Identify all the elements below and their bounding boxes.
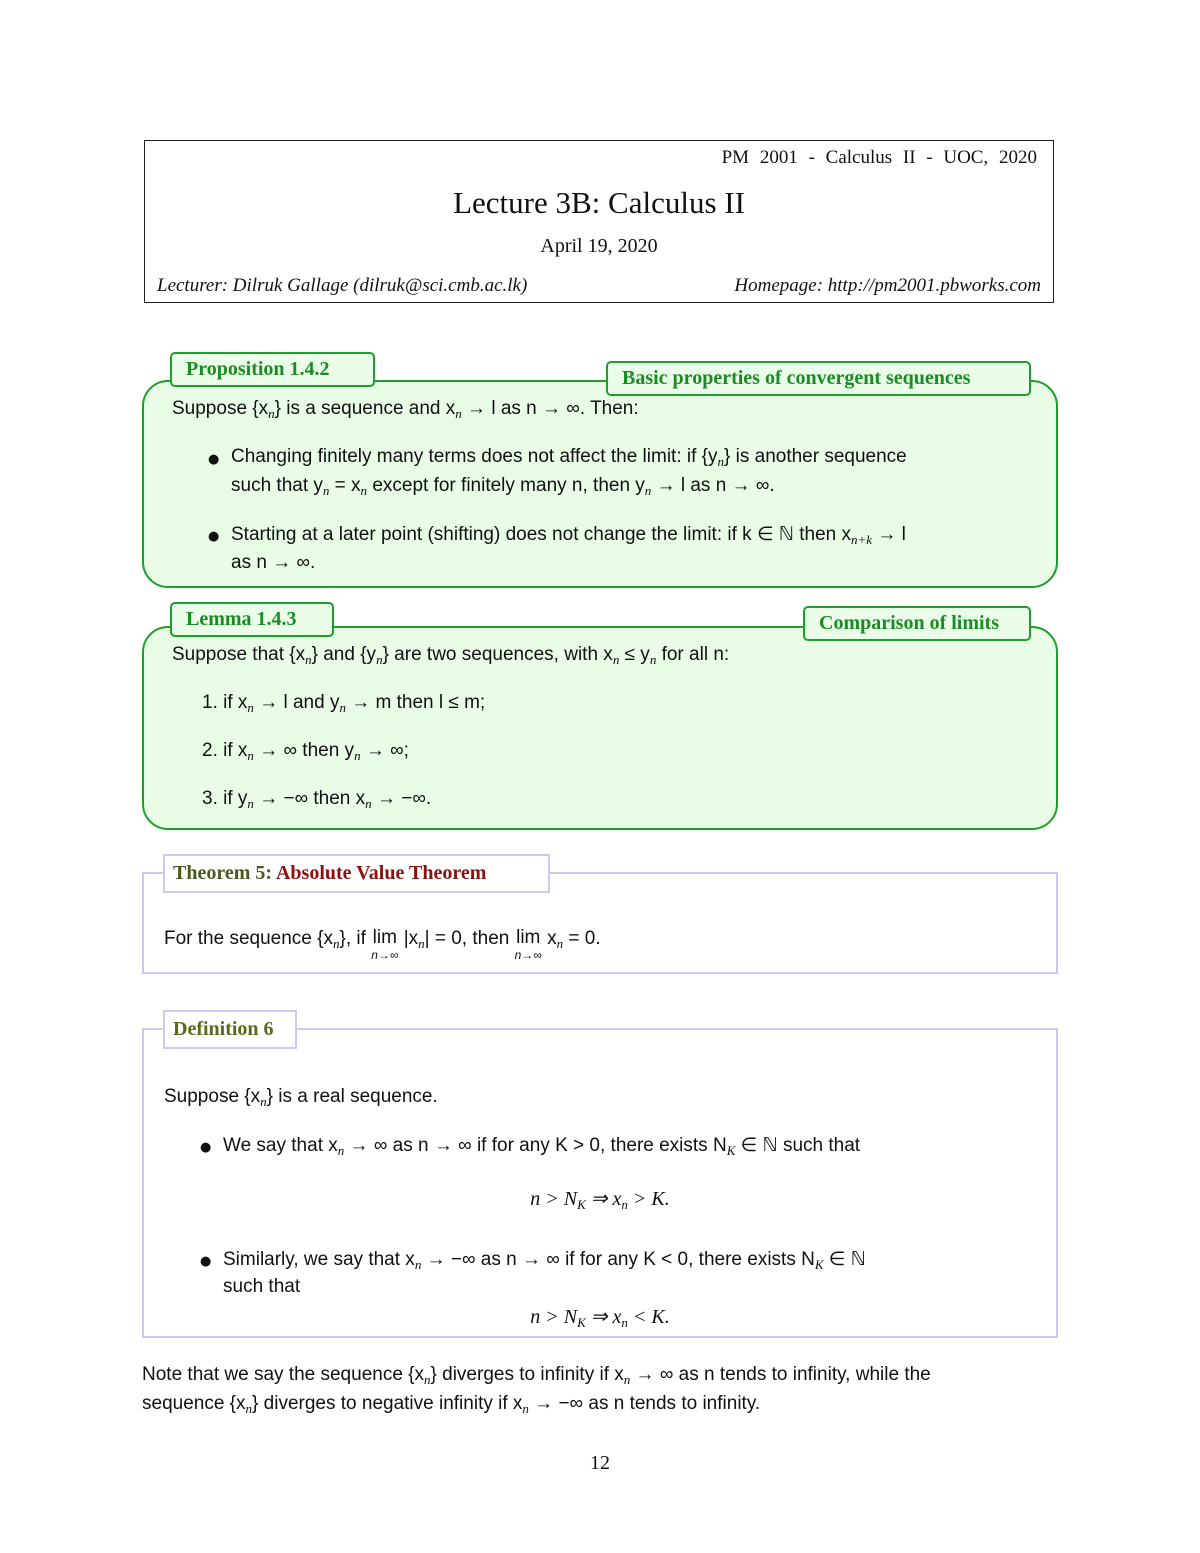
lemma-tag: Lemma 1.4.3	[170, 602, 334, 637]
proposition-intro: Suppose $\{x_n\}$ is a sequence and $x_n \to l$ as n → ∞. Then:	[172, 398, 639, 421]
note-line-1: Note that we say the sequence $\{x_n\}$ diverges to infinity if $x_n$ → ∞ as n tends to infinity, while the	[142, 1364, 931, 1387]
lecture-header	[144, 140, 1054, 303]
lemma-box	[142, 626, 1058, 830]
definition-bullet-2-line-2: such that	[223, 1276, 301, 1297]
bullet-icon: ●	[208, 452, 220, 467]
proposition-bullet-2-line-2: as n → ∞.	[231, 552, 316, 573]
lemma-item-2: 2. if $x_n$ → ∞ then $y_n$ → ∞;	[202, 740, 409, 763]
proposition-box	[142, 380, 1058, 588]
proposition-bullet-2-line-1: Starting at a later point (shifting) does not change the limit: if k ∈ ℕ then $x_{n+k} \to l$	[231, 524, 906, 547]
bullet-icon: ●	[208, 529, 220, 544]
lemma-subtitle: Comparison of limits	[803, 606, 1031, 641]
definition-box	[142, 1028, 1058, 1338]
definition-bullet-1: We say that $x_n$ → ∞ as n → ∞ if for any K > 0, there exists $N_K$ ∈ ℕ such that	[223, 1135, 861, 1158]
course-label: PM 2001 - Calculus II - UOC, 2020	[721, 147, 1037, 168]
definition-tag: Definition 6	[163, 1010, 297, 1049]
bullet-icon: ●	[200, 1254, 212, 1269]
proposition-bullet-1-line-1: Changing finitely many terms does not affect the limit: if $\{y_n\}$ is another sequence	[231, 446, 907, 469]
definition-bullet-2-line-1: Similarly, we say that $x_n$ → −∞ as n → ∞ if for any K < 0, there exists $N_K$ ∈ ℕ	[223, 1249, 866, 1272]
definition-equation-1: $n > N_K$ ⇒ $x_n > K$.	[530, 1188, 670, 1212]
lecturer-info: Lecturer: Dilruk Gallage (dilruk@sci.cmb.ac.lk)	[157, 275, 528, 296]
lemma-item-3: 3. if $y_n$ → −∞ then $x_n$ → −∞.	[202, 788, 432, 811]
proposition-tag: Proposition 1.4.2	[170, 352, 375, 387]
theorem-statement: For the sequence $\{x_n\}$, if lim n→∞ $|x_n| = 0$, then lim n→∞ $x_n = 0$.	[164, 927, 601, 962]
lecture-date: April 19, 2020	[540, 235, 658, 257]
theorem-tag: Theorem 5: Absolute Value Theorem	[163, 854, 550, 893]
lecture-title: Lecture 3B: Calculus II	[453, 185, 745, 220]
homepage-info: Homepage: http://pm2001.pbworks.com	[734, 275, 1041, 296]
lemma-intro: Suppose that $\{x_n\}$ and $\{y_n\}$ are two sequences, with $x_n \le y_n$ for all n:	[172, 644, 730, 667]
definition-equation-2: $n > N_K$ ⇒ $x_n < K$.	[530, 1306, 670, 1330]
page-number: 12	[590, 1452, 610, 1474]
definition-intro: Suppose $\{x_n\}$ is a real sequence.	[164, 1086, 438, 1109]
proposition-subtitle: Basic properties of convergent sequences	[606, 361, 1031, 396]
bullet-icon: ●	[200, 1140, 212, 1155]
note-line-2: sequence $\{x_n\}$ diverges to negative infinity if $x_n$ → −∞ as n tends to infinity.	[142, 1393, 761, 1416]
proposition-bullet-1-line-2: such that $y_n = x_n$ except for finitely many n, then $y_n \to l$ as n → ∞.	[231, 475, 775, 498]
lemma-item-1: 1. if $x_n \to l$ and $y_n \to m$ then l ≤ m;	[202, 692, 486, 715]
